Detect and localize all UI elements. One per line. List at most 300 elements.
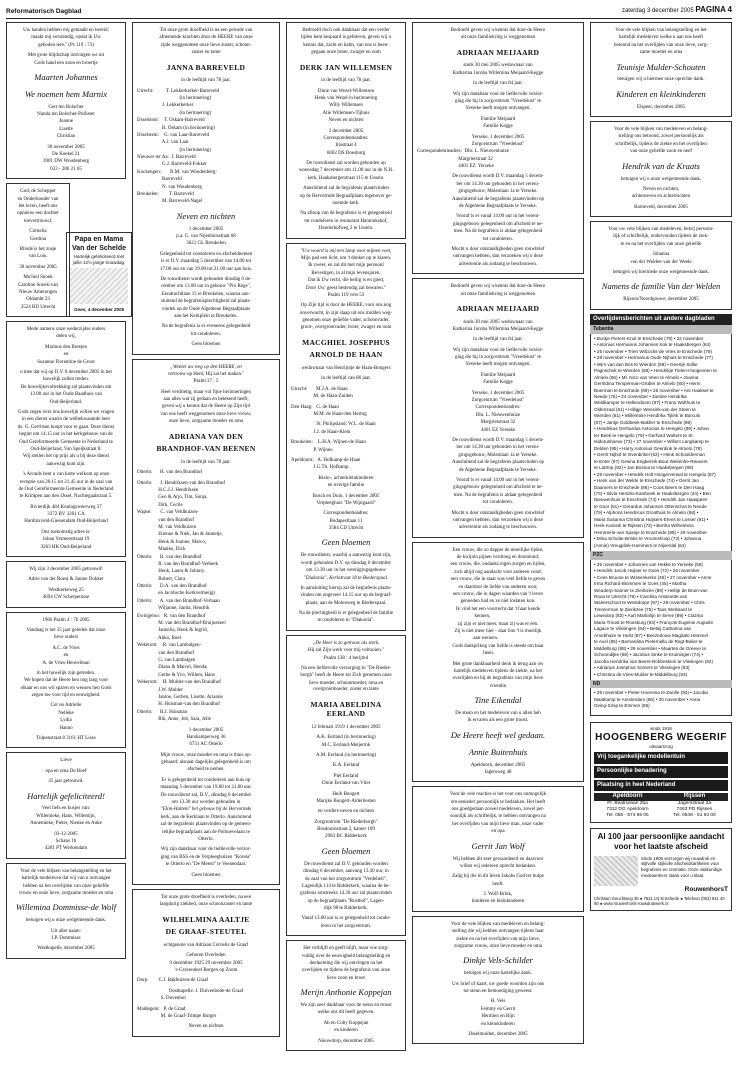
- ad-line: [137, 975, 275, 977]
- ad-line: Nanda ten Bolscher-Pollister: [37, 112, 95, 118]
- ad-line: [11, 766, 121, 768]
- ad-line: onverwacht, in zijn slaap uit ons midden weg-: [299, 310, 393, 316]
- ad-line: Marijke Boogert-Alderliesten: [316, 798, 376, 804]
- column-1: [6, 22, 126, 1062]
- ad-line: de Algemene Begraafplaats te Yerseke.: [458, 204, 538, 210]
- ad-line: ber om 14.30 uur gehouden in het vereni-: [456, 445, 540, 451]
- death-notice-line: te Goor (81) • Gerardus Johannes Ottenschot te Neede: [594, 503, 707, 509]
- ad-line: men. Na de begrafenis is aldaar gelegenheid: [453, 229, 543, 235]
- ad-line: [417, 475, 579, 477]
- ad-line: Een vrouw, die zo dapper de moeilijke tijden,: [452, 547, 544, 553]
- ad-line: [595, 277, 727, 279]
- ad-line: [291, 1018, 401, 1020]
- advertisement: [6, 22, 126, 179]
- ad-line: [291, 760, 401, 762]
- death-notice-line: Boerman te Enschede (89) • 25 november • Ant Haaksel te: [594, 387, 714, 393]
- location-zip: 7312 DG Apeldoorn: [606, 806, 649, 812]
- death-notice-line: ter Beek te Hengelo (79) • Gerhard Wolters te St.: [594, 432, 694, 438]
- ad-line: [417, 60, 579, 62]
- ad-line: [291, 817, 401, 819]
- ad-line: 1 december 2005: [188, 226, 224, 232]
- ad-line: gingsgebouw, Molenlaan 1a te Yerseke.: [458, 189, 538, 195]
- ad-line: op de begraafplaats "Rusthof", Lagen-: [307, 898, 385, 904]
- ad-line: [11, 50, 121, 52]
- ad-line: een vrouw, die in staat was veel liefde te geven: [450, 577, 546, 583]
- ad-line: p.a. G. van Nijenhuisstraat 68: [176, 234, 236, 240]
- ad-line: de Algemene Begraafplaats te Yerseke.: [458, 467, 538, 473]
- hoogenberg-bullet: Plaatsing in heel Nederland: [594, 780, 728, 792]
- source-band: ND: [590, 680, 732, 688]
- ad-line: Er is gelegenheid tot condoleren aan huis op: [161, 777, 251, 783]
- ad-line: [417, 708, 579, 710]
- ad-line: [137, 75, 275, 77]
- ad-line: tot condoleren.: [483, 500, 513, 506]
- ad-line: [291, 732, 401, 734]
- ad-line: 30 november 2005: [19, 264, 57, 270]
- ad-line: Nelleke: [58, 710, 74, 716]
- ad-line: Vooraf is er vanaf 14.00 uur in het vereni-: [456, 477, 540, 483]
- ad-line: Zorgcentrum "Vreedelust": [471, 141, 525, 147]
- ad-line: 03-12-2005: [54, 831, 78, 837]
- ad-line: H.C.J.J. Hendriksen: [137, 488, 199, 494]
- ad-line: [417, 345, 579, 347]
- ad-line: [11, 244, 65, 246]
- location-address: Pr. Beatrixlaan 25a: [607, 800, 648, 806]
- column-4: [412, 22, 584, 1062]
- ad-line: leren in het zorgcentrum.: [320, 923, 372, 929]
- ad-line: gingsgebouw, Molenlaan 1a te Yerseke.: [458, 452, 538, 458]
- ad-line: "Uw woord is mij een lamp voor mijnen voet,: [300, 248, 392, 254]
- ad-line: S. Duvenbol: [137, 996, 186, 1002]
- ad-line: M. van den Brandhof-Bruijnezeel: [137, 621, 226, 627]
- ad-line: A. de Vries-Heuvelman: [42, 660, 90, 666]
- ad-line: in de leeftijd van 78 jaar.: [181, 78, 231, 84]
- paper-name: Reformatorisch Dagblad: [6, 7, 82, 15]
- ad-line: [137, 478, 275, 480]
- ad-line: Katharina Jacoba Willemina Meijaard-Kegge: [452, 70, 544, 76]
- ad-line: H. Vels: [490, 999, 506, 1005]
- ad-line: [137, 725, 275, 727]
- ad-line: IJsselstein: T. Oskam-Barreveld: [137, 118, 205, 124]
- ad-line: heeft.: [492, 881, 504, 887]
- ad-line: Namens de familie Van der Welden: [601, 281, 721, 292]
- ad-line: [291, 1036, 401, 1038]
- ad-line: Henk, Laura & Johnny,: [137, 569, 205, 575]
- ad-line: Dinkje Vels-Schilder: [463, 955, 533, 966]
- ad-line: zegen toe voor tijd en eeuwigheid.: [31, 693, 101, 699]
- ad-line: Femmy en Gerrit: [480, 1006, 516, 1012]
- ad-line: [417, 996, 579, 998]
- advertisement: [590, 121, 732, 217]
- ad-line: DE GRAAF-STEUTEL: [165, 927, 247, 937]
- ad-line: kennen,: [417, 614, 491, 620]
- ad-line: De huwelijksvoltrekking zal plaatsvinden om: [20, 384, 112, 390]
- ad-line: 3263 HK Oud-Beijerland: [40, 544, 92, 550]
- ad-line: langdurig ziekbed, onze schoonzuster en tante: [159, 902, 253, 908]
- ad-line: [137, 207, 275, 209]
- ad-line: De steun en het medeleven van u allen heb: [455, 710, 541, 716]
- ad-line: [137, 387, 275, 389]
- advertisement: [6, 612, 126, 749]
- ad-line: Geen bloemen: [321, 845, 371, 856]
- ad-line: [137, 940, 275, 942]
- ad-line: geboden lere." (Ps 119 : 73): [38, 42, 94, 48]
- ad-line: St. Philipsland: W.L. de Haan: [316, 422, 376, 428]
- ad-line: 033 - 286 21 65: [50, 166, 82, 172]
- ad-line: Otterlo: A. van den Brandhof-Verbaan: [137, 598, 220, 604]
- ad-line: Otterlo: R. van den Brandhof: [137, 554, 202, 560]
- ad-line: Kinderen en kleinkinderen: [616, 88, 706, 99]
- death-notice-line: Isidorushoeve (73) • 27 november • Willem Langkamp te: [594, 439, 709, 445]
- ad-line: [11, 226, 65, 228]
- ad-line: [417, 317, 579, 319]
- overlijdens-title: Overlijdensberichten uit andere dagbladen: [590, 314, 732, 326]
- ad-line: Mijn pad een licht, om 't donker op te klaren.: [300, 255, 392, 261]
- ad-line: Utrecht: T. Lekkerkerker-Barreveld: [137, 88, 220, 94]
- ad-line: Wapse: C. van Veldhuizen-: [137, 510, 199, 516]
- ad-line: Aansluitend zal de begrafenis plaatsvinden: [303, 186, 389, 192]
- ad-line: deelneming die wij ontvingen na het: [309, 961, 383, 967]
- ad-line: [137, 950, 275, 952]
- ad-line: [291, 913, 401, 915]
- death-notice-line: Maatkamp te Amsterdam (86) • 30 november • Anna: [594, 696, 701, 702]
- ad-line: MACGHIEL JOSEPHUS: [302, 337, 390, 347]
- ad-line: 2983 BC Ridderkerk: [325, 834, 367, 840]
- column-5: [590, 22, 732, 1062]
- ad-line: Westkerkeweg 25: [48, 587, 84, 593]
- ad-line: te en na het overlijden van onze geliefde: [620, 241, 702, 247]
- ad-line: De Koekel 21: [52, 152, 80, 158]
- ad-line: in een dienst waarin de welbekwaamde heer: [21, 417, 111, 423]
- ad-line: hartelijk medeleven dat wij van u ontvangen: [21, 876, 111, 882]
- ad-line: Wiljanne, Janita, Hendrik: [137, 606, 210, 612]
- ad-line: is er D.V. maandag 5 december van 14.00 tot: [160, 259, 252, 265]
- ad-line: van onze geliefde zoon en neef: [629, 149, 693, 155]
- death-notice-line: • 29 november • Hendrik Holt Hoogerverwal te Hengelo (87): [594, 471, 716, 477]
- ad-line: sinds 30 mei 2005 weduwnaar van: [463, 319, 533, 325]
- ad-line: tot condoleren.: [191, 331, 221, 337]
- ad-line: Michiel Snoek: [23, 275, 53, 281]
- ad-line: Teunisje Mulder-Schouten: [616, 61, 706, 72]
- ad-line: 2 december 2005: [328, 128, 364, 134]
- ad-line: Mocht u door omstandigheden geen rouwbrief: [451, 246, 545, 252]
- ad-line: Westkapelle, december 2005: [37, 946, 95, 952]
- hoogenberg-bullet: Persoonlijke benadering: [594, 766, 728, 778]
- ad-line: receptie van 20.15 tot 21.45 uur in de zaal van: [19, 479, 113, 485]
- ad-line: Katharina Jacoba Willemina Meijaard-Kegge: [452, 326, 544, 332]
- ad-line: Uw brief of kaart, uw goede woorden zijn ons: [451, 981, 545, 987]
- ad-line: Gods zegen over ons huwelijk willen we vragen: [17, 409, 115, 415]
- ad-line: IJsselerhofweg 2 te Usselo.: [318, 226, 374, 232]
- ad-line: [595, 294, 727, 296]
- ad-line: Yerseke, 1 december 2005: [471, 134, 525, 140]
- ad-line: Gerrit Jan Wolf: [471, 840, 525, 851]
- rouwenhorst-footer: Christian Geuchtweg 3b ● 7521 LN Enschede ● Telefoon (053) 541 40 90 ● www.rouwenhorst-rouwdrukwerk.nl: [594, 896, 725, 907]
- ad-line: delen wij,: [56, 334, 76, 340]
- ad-line: Aansluitend zal de begrafenis plaatsvinden op: [451, 196, 545, 202]
- ad-line: Lagendijk 114 te Ridderkerk, waarna de be-: [302, 883, 390, 889]
- advertisement: [286, 22, 406, 239]
- ad-line: [417, 171, 579, 173]
- ad-line: Yerseke, 1 december 2005: [471, 390, 525, 396]
- death-notice-line: • Gerrit Nijhof te Overdinkel (62) • Henk Schoolderman: [594, 452, 705, 458]
- ad-line: Johanna: [652, 252, 670, 258]
- ad-line: maakt mij verstandig, opdat ik Uw: [31, 35, 101, 41]
- ad-line: 4694 CW Scherpenisse: [42, 595, 90, 601]
- source-band: Tubantia: [590, 325, 732, 333]
- ad-line: 17.00 uur en van 19.00 tot 21.00 uur aan huis.: [159, 266, 253, 272]
- ad-line: Veel liefs en kusjes van:: [41, 806, 91, 812]
- hoogenberg-ad: [590, 722, 732, 823]
- ad-line: J.J. de Haan-Klein: [291, 429, 351, 435]
- ad-line: Rik, Anne, Job, Sara, Jelle: [137, 717, 212, 723]
- ad-line: uit onze familiekring is weggenomen: [460, 35, 536, 41]
- ad-line: 3584 CD Utrecht: [328, 526, 364, 532]
- photo-ad-subtitle: Van der Schelde: [71, 244, 127, 252]
- ad-line: We hopen dat de Heere hen nog lang voor: [23, 678, 108, 684]
- ad-line: [417, 370, 579, 372]
- ad-line: [291, 384, 401, 386]
- overlijdens-box: [590, 314, 732, 716]
- ad-line: [417, 89, 579, 91]
- ad-line: [137, 775, 275, 777]
- ad-line: [595, 202, 727, 204]
- photo-ad-image: [70, 268, 128, 304]
- ad-line: het leven, heeft ons: [18, 204, 58, 209]
- ad-line: vinden om ongeveer 14.15 uur op de begraaf-: [300, 593, 392, 599]
- ad-line: om 13.30 uur worden gehouden in: [171, 800, 241, 806]
- ad-line: [137, 750, 275, 752]
- ad-line: opnieuw een dochter: [17, 211, 59, 217]
- ad-line: [137, 870, 275, 872]
- ad-line: Wekerom: R. van Lambalgen-: [137, 643, 202, 649]
- rouwenhorst-ad: [590, 828, 732, 911]
- ad-line: Vooraf is er vanaf 14.00 uur in het vereni-: [456, 214, 540, 220]
- ad-line: Wij zijn dankbaar voor de liefdevolle verzor-: [452, 91, 544, 97]
- ad-line: [11, 898, 121, 900]
- ad-line: [595, 249, 727, 251]
- ad-line: [417, 211, 579, 213]
- ad-line: Tot onze grote droefheid is overleden, na een: [160, 894, 252, 900]
- ad-line: groot-, overgrootvader, broer, zwager en oom: [300, 325, 392, 331]
- ad-line: opa en oma De Boef: [45, 768, 87, 774]
- ad-line: [291, 1000, 401, 1002]
- death-notice-line: • 28 november • Hermanus Oude Nijhuis te Enschede (77): [594, 355, 713, 361]
- ad-line: Familie Meijaard: [480, 116, 516, 122]
- ad-line: [11, 142, 121, 144]
- ad-line: [417, 114, 579, 116]
- ad-line: Bedroefd geven wij u kennis dat door de Heere: [450, 284, 546, 290]
- ad-line: Marinus den Breejen: [45, 344, 87, 350]
- ad-line: [291, 402, 401, 404]
- ad-line: Vanaf 13.00 uur is er gelegenheid tot condo-: [301, 916, 391, 922]
- ad-line: R. van den Brandhof-Verbeek: [137, 561, 218, 567]
- ad-line: huwelijk zullen treden.: [43, 377, 89, 383]
- ad-line: en opa: [491, 829, 505, 835]
- ad-line: Voor de vele blijken van belangstelling en het: [615, 28, 707, 33]
- death-notice-line: Delden (85) • Harry Antonius Geerdink te Almelo (76): [594, 445, 702, 451]
- ad-line: [417, 871, 579, 873]
- ad-line: [137, 457, 275, 459]
- ad-line: [291, 333, 401, 335]
- ad-line: het overlijden van mijn lieve man, onze vader: [452, 821, 544, 827]
- ad-line: Willemina Dommisse-de Wolf: [15, 902, 117, 913]
- ad-line: echtgenote van Adriaan Cornelis de Graaf: [164, 942, 248, 948]
- ad-line: Apeldoorn, december 2005: [470, 762, 526, 768]
- ad-line: [11, 668, 121, 670]
- ad-line: IJsselstein: G. van Laar-Barreveld: [137, 132, 209, 138]
- ad-line: M.C. Eerland-Meijerink: [321, 742, 371, 748]
- death-notice-line: • Buntje Pieters-Knol te Enschede (79) • 22 november: [594, 335, 704, 341]
- ad-line: [137, 844, 275, 846]
- death-notice-list: [590, 688, 732, 711]
- death-notice-line: te Lattrop (92) • Jan Bosma te Haaksbergen (88): [594, 465, 694, 471]
- ad-line: grafenis omstreeks 14.30 uur zal plaatsvinden: [300, 891, 392, 897]
- ad-line: ARNOLD DE HAAN: [309, 350, 383, 360]
- ad-line: advertentie als zodanig te beschouwen.: [458, 261, 538, 267]
- ad-line: ik ervaren als een grote troost.: [467, 718, 529, 724]
- ad-line: [291, 455, 401, 457]
- ad-line: Otterlo: J. Hendriksen-van den Brandhof: [137, 480, 226, 486]
- ad-line: [291, 722, 401, 724]
- location-zip: 7463 PD Rijssen: [676, 806, 713, 812]
- ad-line: begint om 14.15 uur in het kerkgebouw van de: [19, 432, 113, 438]
- death-notice-line: Maria Susanna Christina Huijsers-Erens te Losser (81) •: [594, 516, 709, 522]
- ad-line: afnemende krachten door de HEERE van onze: [159, 35, 253, 41]
- ad-line: Apeldoorn: A. Hofkamp-de Haan: [291, 457, 361, 463]
- death-notice-line: Oving-Smip te Emmen (85): [594, 703, 650, 709]
- ad-line: Rhodé is het zusje: [19, 246, 57, 252]
- ad-line: dinsdag 6 december, aanvang 13.30 uur, in: [303, 869, 389, 875]
- ad-line: (in herinnering): [137, 110, 212, 116]
- ad-line: M. de Graaf-Trimpe Burger: [137, 1014, 217, 1020]
- ad-line: G. van Lambalgen: [137, 658, 196, 663]
- ad-line: J.G.Th. Hofkamp: [291, 465, 349, 471]
- ad-line: Dorp: C.J. Bakhuizen-de Graaf: [137, 978, 209, 984]
- ad-line: Maaike, Dick: [137, 547, 186, 553]
- ad-line: Maldegem: P. de Graaf: [137, 1006, 186, 1012]
- ad-line: [137, 58, 275, 60]
- ad-line: [137, 224, 275, 226]
- ad-line: Lisette: [59, 126, 73, 132]
- hoogenberg-slogan: sinds 1916: [650, 725, 672, 731]
- ad-line: 6602 DS Doesburg: [326, 150, 366, 156]
- ad-line: [291, 75, 401, 77]
- page-number: 4: [727, 5, 732, 15]
- ad-line: [291, 491, 401, 493]
- ad-line: en verdere neven en nichten: [317, 809, 375, 815]
- ad-line: [417, 837, 579, 839]
- ad-line: [11, 776, 121, 778]
- location-rijssen: [661, 793, 728, 819]
- ad-line: [11, 469, 121, 471]
- ad-line: een vrouw, die in dagen waarden van 't leven: [453, 592, 543, 598]
- ad-line: De rouwdienst zal, D.V., dinsdag 6 december: [160, 792, 252, 798]
- ad-line: Joanne: [59, 119, 73, 125]
- ad-line: J.P. Dommisse: [51, 936, 81, 942]
- ad-line: IJsselmuiden, december 2005: [468, 1032, 528, 1038]
- ad-line: De rouwdienst, waarbij u aanwezig kunt zijn,: [300, 553, 392, 559]
- ad-line: Met grote dankbaarheid denk ik terug aan uw: [452, 661, 544, 667]
- ad-line: Het verblijft en geeft blijft, maar wie zorg-: [303, 946, 389, 952]
- ad-line: [595, 157, 727, 159]
- death-notice-line: • Cees Bruune te Wissenkerke (45) • 27 november • Anne: [594, 574, 712, 580]
- ad-line: Tot onze grote droefheid is na een periode van: [159, 28, 253, 33]
- ad-line: Verpleeghuis "De Wijngaard": [316, 500, 376, 506]
- ad-line: Wij hebben dit zeer gewaardeerd en daarvoor: [452, 856, 544, 862]
- ad-line: lieve moeder, schoonmoeder, oma en overgrootmoeder, zuster en tante: [308, 680, 384, 693]
- ad-line: kennis dat, zacht en kalm, van ons is heen-: [303, 42, 389, 48]
- ad-line: [11, 625, 121, 627]
- ad-line: willen wij iedereen oprecht bedanken.: [459, 863, 537, 869]
- ad-line: 4401 EZ Yerseke: [480, 427, 516, 433]
- ad-line: Oud-Beijerland.: [49, 399, 83, 405]
- death-notice-line: te Enter (87) Gesina Engberink-Bout Weitenhe-Reuvers: [594, 458, 708, 464]
- ad-line: [11, 829, 121, 831]
- ad-line: N. van Woudenberg: [137, 184, 202, 190]
- ad-line: Hardinxveld-Giessendam Oud-Beijerland: [24, 519, 108, 525]
- ad-line: ADRIANA VAN DEN: [168, 431, 244, 441]
- ad-line: Familie Kegge: [483, 380, 513, 386]
- advertisement: [286, 940, 406, 1051]
- ad-line: Uw handen hebben mij gemaakt en bereid;: [23, 28, 109, 33]
- ad-line: gingsgebouw gelegenheid om afscheid te ne-: [452, 485, 544, 491]
- ad-line: aanwezig kunt zijn.: [46, 461, 86, 467]
- ad-line: Dinie van Wezel-Willemsen: [317, 88, 375, 94]
- ad-line: lijk of schriftelijk, ondervonden tijdens de ziek-: [613, 234, 709, 240]
- ad-line: Zorgcentrum "De Riederborgh": [314, 819, 378, 825]
- ad-line: lijden hem bespaard is gebleven, geven wij u: [301, 35, 391, 41]
- ad-line: Otterlo: D.A. van den Brandhof: [137, 584, 207, 590]
- ad-line: [291, 373, 401, 375]
- ad-line: elkaar en ons wil sparen en wensen hen Gods: [20, 685, 112, 691]
- ad-line: We zijn zeer dankbaar voor de steun en troost: [300, 1003, 392, 1009]
- ad-line: vriendin: [489, 683, 507, 689]
- ad-line: ds. G. Gerritsen hoopt voor te gaan. Deze dienst: [17, 424, 115, 430]
- ad-line: Janine, Gerben, Lisette, Arianne: [137, 694, 223, 700]
- ad-line: zij zijn er niet meer, maar zij was er één.: [457, 621, 539, 627]
- column-3: [286, 22, 406, 1062]
- ad-line: [137, 339, 275, 341]
- ad-line: vrouw en onze lieve, zorgzame moeder en oma: [18, 891, 114, 896]
- advertisement: [6, 863, 126, 959]
- ad-line: Nieuw Amerongen: [19, 289, 57, 295]
- ad-line: [11, 407, 121, 409]
- photo-ad-body: Hartelijk gefeliciteerd met jullie 12½-jarige trouwdag.: [72, 253, 126, 265]
- ad-line: [11, 68, 121, 70]
- ad-line: Neven en nichten: [188, 1024, 224, 1030]
- death-notice-line: Lewedorp (83) • Aart Martinlijn te Serve (89) • Clazina: [594, 613, 703, 619]
- ad-line: ging die hij in zorgcentrum "Vreedelust" te: [455, 355, 541, 361]
- ad-line: Gods dankprikng van liefde is steeds om haar: [452, 643, 544, 649]
- death-notice-line: Middelburg (88) • 29 november • Maarten de Greeve te: [594, 645, 706, 651]
- death-notice-line: Neede (75) • 24 november • Jantine Hendrika: [594, 393, 687, 399]
- ad-line: soonlijk als schriftelijk, te hebben ontvangen na: [450, 814, 546, 820]
- ad-line: A.M. Eerland (in herinnering): [315, 752, 377, 758]
- ad-line: uit onze familiekring is weggenomen: [460, 291, 536, 297]
- ad-line: Op Zijn tijd is door de HEERE, voor ons nog: [300, 303, 392, 309]
- ad-line: zuster en tante: [191, 50, 221, 56]
- rouwenhorst-brand: RouwenhorsT: [684, 885, 728, 893]
- ad-line: betuigen wij u onze welgemeende dank.: [25, 918, 107, 924]
- ad-line: [417, 968, 579, 970]
- ad-line: Geen bloemen: [191, 872, 221, 878]
- ad-line: aan het Kerkplein te Breukelen.: [174, 313, 238, 319]
- ad-line: de zaal van het zorgcentrum "Verdeheil",: [304, 876, 387, 882]
- ad-line: en Jacobsche Kerkvermeijgi: [137, 591, 215, 597]
- advertisement: [412, 786, 584, 912]
- location-phone: Tel. 055 - 574 65 05: [606, 813, 649, 819]
